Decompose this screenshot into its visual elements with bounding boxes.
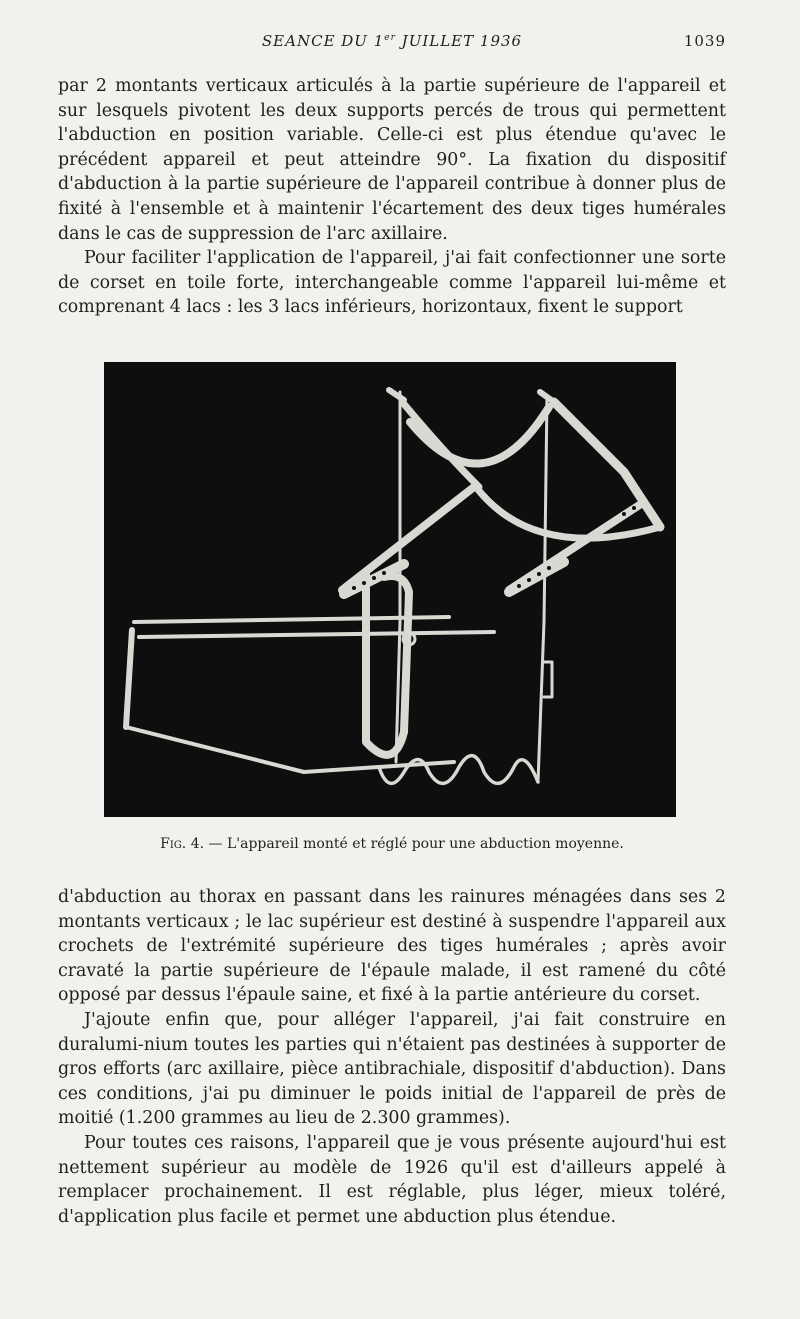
paragraph-continued: par 2 montants verticaux articulés à la partie supérieure de l'appareil et sur lesquels pivotent les deux supports percés de trous qui permettent l'abduction en position variable. Celle-ci est plus étendue qu'avec le précédent appareil et peut atteindre 90°. La fixation du dispositif d'abduction à la partie supérieure de l'appareil contribue à donner plus de fixité à l'ensemble et à maintenir l'écartement des deux tiges humérales dans le cas de suppression de l'arc axillaire. — [58, 76, 726, 244]
running-header — [58, 32, 726, 54]
paragraph-duralumin: J'ajoute enfin que, pour alléger l'appareil, j'ai fait construire en duralumi-nium toutes les parties qui n'étaient pas destinées à supporter de gros efforts (arc axillaire, pièce antibrachiale, dispositif d'abduction). Dans ces conditions, j'ai pu diminuer le poids initial de l'appareil de près de moitié (1.200 grammes au lieu de 2.300 grammes). — [58, 1009, 726, 1129]
paragraph-abduction-thorax: d'abduction au thorax en passant dans les rainures ménagées dans ses 2 montants verticaux ; le lac supérieur est destiné à suspendre l'appareil aux crochets de l'extrémité supérieure des tiges humérales ; après avoir cravaté la partie supérieure de l'épaule malade, il est ramené du côté opposé par dessus l'épaule saine, et fixé à la partie antérieure du corset. — [58, 887, 726, 1006]
header-title-pre: SEANCE DU 1 — [261, 32, 385, 50]
body-text-top — [58, 74, 726, 320]
paragraph-corset: Pour faciliter l'application de l'appareil, j'ai fait confectionner une sorte de corset en toile forte, interchangeable comme l'appareil lui-même et comprenant 4 lacs : les 3 lacs inférieurs, horizontaux, fixent le support — [58, 248, 726, 318]
paragraph-conclusion: Pour toutes ces raisons, l'appareil que je vous présente aujourd'hui est nettement supérieur au modèle de 1926 qu'il est d'ailleurs appelé à remplacer prochainement. Il est réglable, plus léger, mieux toléré, d'application plus facile et permet une abduction plus étendue. — [58, 1132, 726, 1227]
body-text-bottom — [58, 885, 726, 1229]
header-title-sup: er — [384, 33, 396, 43]
abduction-apparatus-illustration — [104, 362, 676, 817]
page-number: 1039 — [683, 32, 726, 50]
header-title-post: JUILLET 1936 — [395, 32, 523, 50]
header-title — [58, 32, 726, 50]
figure-photograph — [104, 362, 676, 817]
figure-caption — [58, 836, 726, 852]
figure-caption-text: — L'appareil monté et réglé pour une abduction moyenne. — [204, 836, 624, 852]
figure-label: Fig. 4. — [160, 836, 205, 852]
